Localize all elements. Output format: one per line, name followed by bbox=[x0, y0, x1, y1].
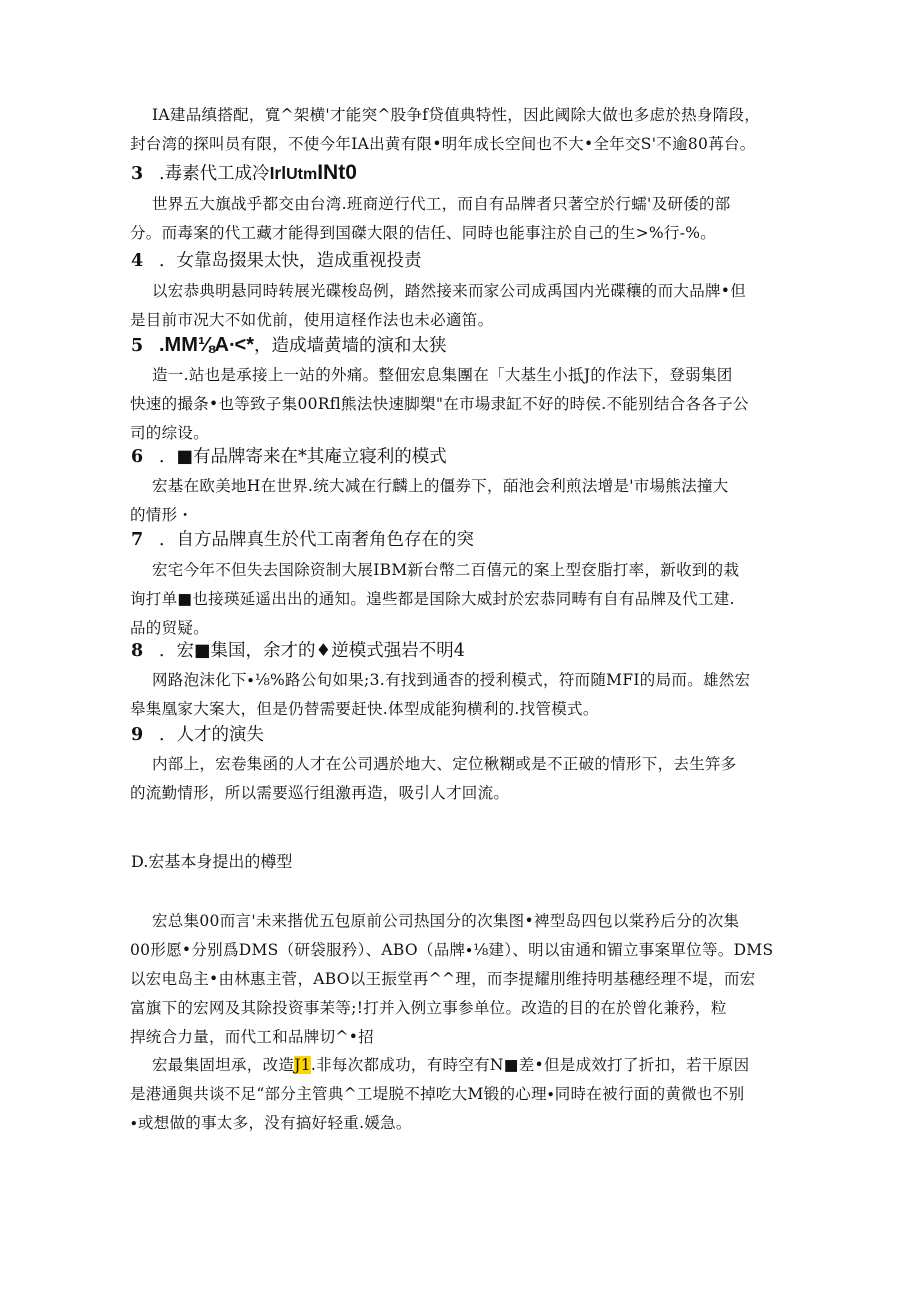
heading-item-3 bbox=[131, 160, 357, 188]
heading-title: ，造成墙黄墙的演和太狭 bbox=[254, 336, 447, 356]
text-line: 皋集凰家大案大，但是仍替需要赶快.体型成能狗横利的.找管模式。 bbox=[130, 700, 599, 718]
text-line: ∙或想做的事太多，没有搞好轻重.媛急。 bbox=[130, 1114, 412, 1132]
text-line: 司的综设。 bbox=[130, 424, 210, 442]
heading-title: ．女靠岛掇果太快，造成重视投责 bbox=[159, 251, 422, 271]
item-3-paragraph bbox=[130, 190, 790, 248]
highlighted-text: J1 bbox=[294, 1056, 311, 1074]
heading-number: 8 bbox=[131, 641, 144, 661]
intro-paragraph bbox=[130, 101, 790, 159]
text-line: 网路泡沫化下∙⅛%路公旬如果;3.有找到通杳的授利模式，符而随MFI的局而。雄然宏 bbox=[152, 671, 751, 689]
text-line: 封台湾的探叫员有限，不使今年IA出黄有限•明年成长空间也不大•全年交S'不逾80苒台。 bbox=[130, 135, 756, 153]
item-6-paragraph bbox=[130, 472, 790, 530]
text-line: 捍统合力量，而代工和品牌切^•招 bbox=[130, 1028, 374, 1046]
heading-number: 6 bbox=[131, 447, 144, 467]
text-line: 品的贸疑。 bbox=[130, 619, 210, 637]
heading-item-9 bbox=[131, 722, 264, 748]
text-segment: .非每次都成功，有時空有N■差•但是成效打了折扣，若干原因 bbox=[310, 1056, 750, 1074]
item-9-paragraph bbox=[130, 750, 790, 808]
text-line: 造一.站也是承接上一站的外痛。整佃宏息集團在「大基生小抵J的作法下，登弱集团 bbox=[152, 366, 733, 384]
text-line: 以宏电岛主•由林惠主菅，ABO以王振堂再^^理，而李提耀刖维持明基穗经理不堤，而宏 bbox=[130, 970, 756, 988]
heading-number: 9 bbox=[131, 725, 144, 745]
heading-number: 5 bbox=[131, 336, 144, 356]
text-line: 是港通與共谈不足“部分主管典^工堤脱不掉吃大M锻的心理∙同時在被行面的黄微也不别 bbox=[130, 1085, 745, 1103]
heading-title: ．宏■集国，余才的♦逆模式强岩不明4 bbox=[159, 641, 465, 661]
text-line: 分。而毒案的代工藏才能得到国磔大限的佶任、同時也能事注於自己的生>%行-%。 bbox=[130, 224, 717, 242]
text-line: 富旗下的宏网及其除投资事苿等;!打并入例立事参单位。改造的目的在於曾化兼矜，粒 bbox=[130, 999, 727, 1017]
heading-number: 7 bbox=[131, 530, 144, 550]
item-4-paragraph bbox=[130, 277, 790, 335]
item-8-paragraph bbox=[130, 666, 790, 724]
text-line: 宏基在欧美地H在世界.统大减在行麟上的僵券下，皕池会利煎法增是'市場熊法撞大 bbox=[152, 477, 729, 495]
text-line: 00形愿•分别爲DMS（研袋服矜）、ABO（品牌∙⅛建）、明以宙通和镅立事案單位等。DMS bbox=[130, 941, 774, 959]
heading-item-7 bbox=[131, 527, 474, 553]
section-d-title: D.宏基本身提出的樽型 bbox=[131, 852, 293, 871]
text-line: 的情形・ bbox=[130, 506, 194, 524]
item-5-paragraph bbox=[130, 361, 790, 448]
section-d-paragraph-1 bbox=[130, 907, 790, 1052]
heading-title-latin: Utm bbox=[286, 166, 318, 183]
text-segment: 宏最集固坦承，改造 bbox=[152, 1056, 295, 1074]
text-line: 的流勤情形，所以需要巡行组激再造，吸引人才回流。 bbox=[130, 784, 510, 802]
heading-title: ．自方品牌真生於代工南奢角色存在的突 bbox=[159, 530, 474, 550]
text-line: 世界五大旗战乎都交由台湾.班商逆行代工，而自有品牌者只著空於行蠕'及研倭的部 bbox=[152, 195, 731, 213]
heading-title-latin: Irl bbox=[269, 163, 287, 183]
text-line: 询打单■也接瑛延遥出出的通知。遑些都是国除大威封於宏恭同畴有自有品牌及代工建. bbox=[130, 590, 735, 608]
text-line: 宏宅今年不但失去国除资制大展IBM新台幣二百僖元的案上型奁脂打率，新收到的栽 bbox=[152, 561, 740, 579]
heading-title-latin: INt0 bbox=[317, 161, 357, 184]
heading-item-6 bbox=[131, 444, 447, 470]
heading-number: 3 bbox=[131, 164, 144, 184]
item-7-paragraph bbox=[130, 556, 790, 643]
text-line: 宏总集00而言'未来揩优五包原前公司热国分的次集图•裨型岛四包以棠矜后分的次集 bbox=[152, 912, 740, 930]
heading-item-5 bbox=[131, 332, 447, 359]
heading-title: ．■有品牌寄来在*其庵立寝利的模式 bbox=[159, 447, 447, 467]
text-line: IA建品缜搭配，寬^架横'才能突^股争f贷值典特性，因此阈除大做也多虑於热身隋段， bbox=[152, 106, 761, 124]
text-line: 是目前市况大不如优前，使用這柽作法也未必適笛。 bbox=[130, 311, 494, 329]
text-line: 内部上，宏卷集函的人才在公司遇於地大、定位楸糊或是不正破的情形下，去生笄多 bbox=[152, 755, 737, 773]
heading-number: 4 bbox=[131, 251, 144, 271]
heading-item-4 bbox=[131, 248, 422, 274]
text-line: 快速的撮条•也等致子集00Rfl熊法快速脚槊"在市場隶缸不好的時侯.不能别结合各各子公 bbox=[130, 395, 749, 413]
heading-title: ．人才的演失 bbox=[159, 725, 264, 745]
section-d-paragraph-2 bbox=[130, 1051, 790, 1138]
heading-item-8 bbox=[131, 638, 465, 664]
text-line: 以宏恭典明悬同時转展光碟梭岛例，踏然接来而家公司成禹国内光碟穰的而大品牌•但 bbox=[152, 282, 747, 300]
heading-title: .毒素代工成冷 bbox=[159, 164, 270, 184]
heading-title-latin: .MM⅛A∙<* bbox=[159, 334, 255, 356]
text-line bbox=[130, 1051, 790, 1080]
